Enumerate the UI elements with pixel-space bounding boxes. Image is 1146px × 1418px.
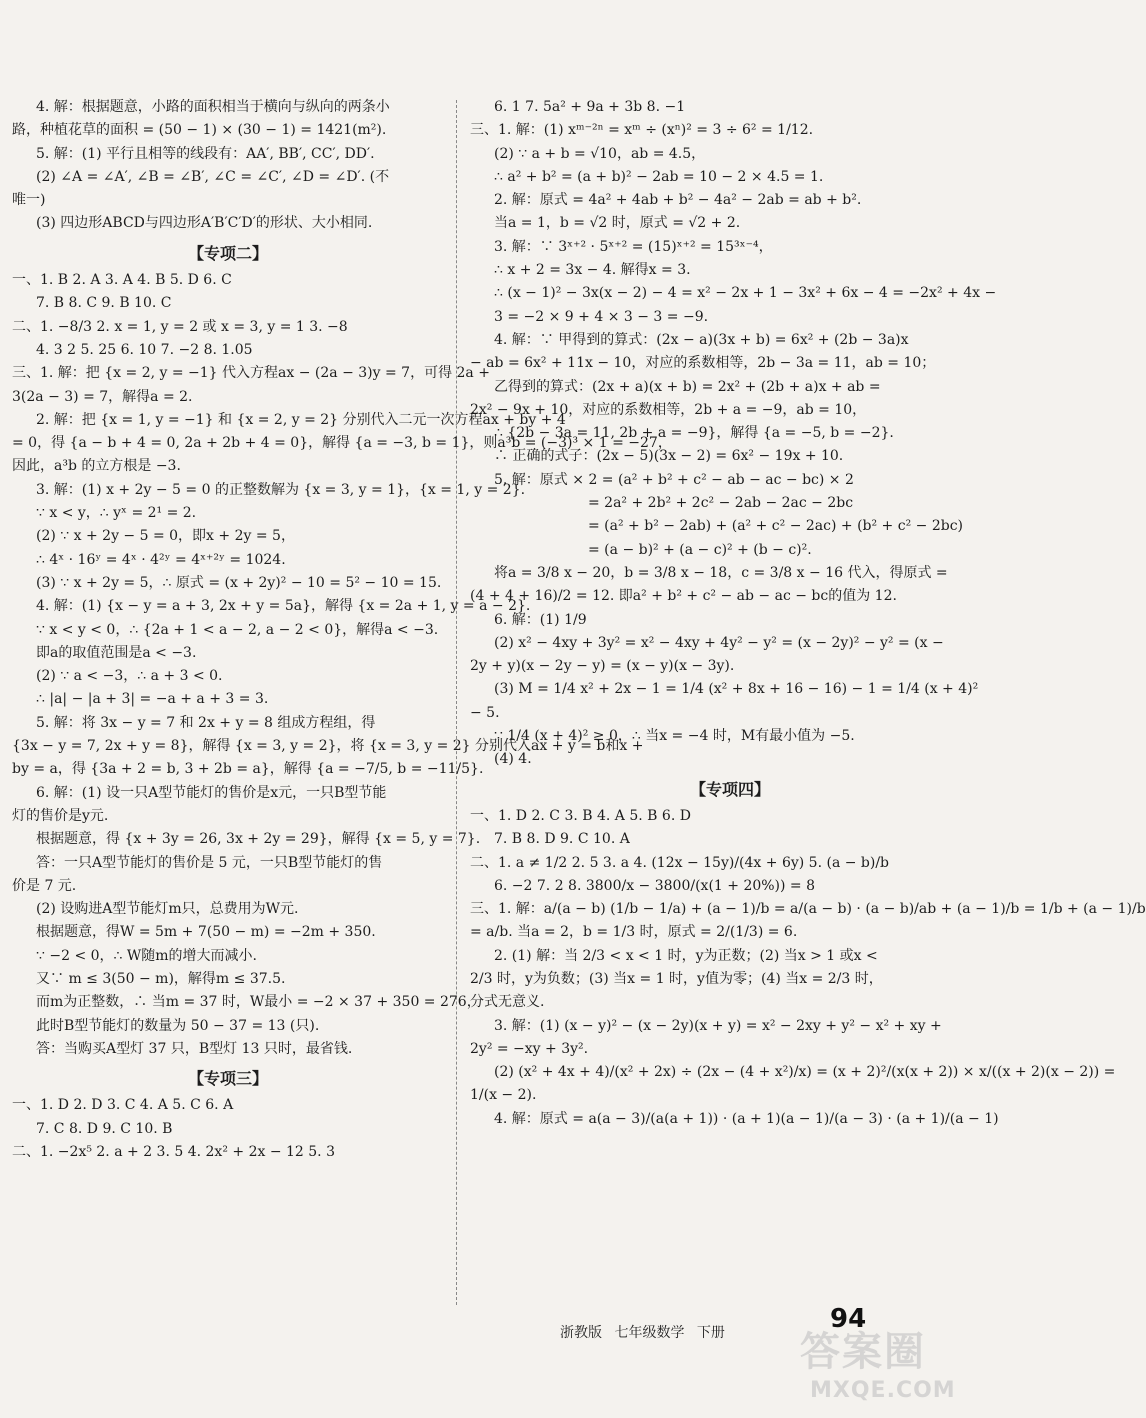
answer-line: (2) x² − 4xy + 3y² = x² − 4xy + 4y² − y² = (x − 2y)² − y² = (x − bbox=[494, 634, 944, 651]
page-number: 94 bbox=[830, 1304, 867, 1334]
answer-line: (2) ∠A = ∠A′, ∠B = ∠B′, ∠C = ∠C′, ∠D = ∠D′. (不 bbox=[36, 168, 390, 185]
answer-line: 7. B 8. C 9. B 10. C bbox=[36, 295, 172, 312]
answer-line: 6. 解：(1) 设一只A型节能灯的售价是x元，一只B型节能 bbox=[36, 784, 387, 801]
answer-line: 7. B 8. D 9. C 10. A bbox=[494, 831, 630, 848]
answer-line: = (a² + b² − 2ab) + (a² + c² − 2ac) + (b² + c² − 2bc) bbox=[588, 518, 963, 535]
answer-line: 4. 解：(1) {x − y = a + 3, 2x + y = 5a}，解得 {x = 2a + 1, y = a − 2}. bbox=[36, 598, 531, 615]
answer-line: (2) ∵ a + b = √10，ab = 4.5， bbox=[494, 145, 706, 162]
watermark-url: MXQE.COM bbox=[810, 1378, 956, 1403]
answer-line: 三、1. 解：把 {x = 2, y = −1} 代入方程ax − (2a − 3)y = 7，可得 2a + bbox=[12, 365, 490, 382]
answer-line: 答：一只A型节能灯的售价是 5 元，一只B型节能灯的售 bbox=[36, 854, 383, 871]
answer-line: 2. 解：把 {x = 1, y = −1} 和 {x = 2, y = 2} 分别代入二元一次方程ax + by + 4 bbox=[36, 411, 566, 428]
answer-line: = a/b. 当a = 2，b = 1/3 时，原式 = 2/(1/3) = 6. bbox=[470, 924, 798, 941]
answer-line: (4) 4. bbox=[494, 751, 532, 768]
answer-line: 一、1. B 2. A 3. A 4. B 5. D 6. C bbox=[12, 272, 232, 289]
answer-line: 2. (1) 解：当 2/3 < x < 1 时，y为正数；(2) 当x > 1 或x < bbox=[494, 947, 878, 964]
answer-line: 3. 解：∵ 3ˣ⁺² · 5ˣ⁺² = (15)ˣ⁺² = 15³ˣ⁻⁴， bbox=[494, 238, 773, 255]
answer-line: ∴ 正确的式子：(2x − 5)(3x − 2) = 6x² − 19x + 10. bbox=[494, 448, 844, 465]
answer-line: 2y + y)(x − 2y − y) = (x − y)(x − 3y). bbox=[470, 658, 735, 675]
answer-line: ∴ x + 2 = 3x − 4. 解得x = 3. bbox=[494, 262, 691, 279]
answer-line: ∴ a² + b² = (a + b)² − 2ab = 10 − 2 × 4.5 = 1. bbox=[494, 168, 824, 185]
answer-line: 4. 解：∵ 甲得到的算式：(2x − a)(3x + b) = 6x² + (2b − 3a)x bbox=[494, 331, 909, 348]
answer-line: ∵ 1/4 (x + 4)² ≥ 0，∴ 当x = −4 时，M有最小值为 −5. bbox=[494, 728, 855, 745]
answer-line: 2y² = −xy + 3y². bbox=[470, 1040, 589, 1057]
answer-line: 5. 解：(1) 平行且相等的线段有：AA′, BB′, CC′, DD′. bbox=[36, 145, 375, 162]
footer-volume: 下册 bbox=[696, 1325, 725, 1341]
answer-line: 一、1. D 2. D 3. C 4. A 5. C 6. A bbox=[12, 1097, 234, 1114]
answer-line: 根据题意，得 {x + 3y = 26, 3x + 2y = 29}，解得 {x = 5, y = 7}. bbox=[36, 831, 481, 848]
answer-line: by = a，得 {3a + 2 = b, 3 + 2b = a}，解得 {a = −7/5, b = −11/5}. bbox=[12, 761, 484, 778]
answer-line: 唯一) bbox=[12, 192, 46, 209]
answer-line: ∴ {2b − 3a = 11, 2b + a = −9}，解得 {a = −5, b = −2}. bbox=[494, 425, 894, 442]
answer-line: 3. 解：(1) (x − y)² − (x − 2y)(x + y) = x² − 2xy + y² − x² + xy + bbox=[494, 1017, 942, 1034]
answer-line: 分式无意义. bbox=[470, 994, 545, 1011]
answer-line: 乙得到的算式：(2x + a)(x + b) = 2x² + (2b + a)x + ab = bbox=[494, 378, 881, 395]
watermark-logo-text: 答案圈 bbox=[800, 1329, 926, 1375]
answer-line: 又∵ m ≤ 3(50 − m)，解得m ≤ 37.5. bbox=[36, 970, 286, 987]
answer-line: 路，种植花草的面积 = (50 − 1) × (30 − 1) = 1421(m²). bbox=[12, 122, 387, 139]
answer-line: 而m为正整数，∴ 当m = 37 时，W最小 = −2 × 37 + 350 = 276， bbox=[36, 994, 481, 1011]
answer-line: ∴ (x − 1)² − 3x(x − 2) − 4 = x² − 2x + 1 − 3x² + 6x − 4 = −2x² + 4x − bbox=[494, 285, 997, 302]
answer-line: (3) M = 1/4 x² + 2x − 1 = 1/4 (x² + 8x + 16 − 16) − 1 = 1/4 (x + 4)² bbox=[494, 681, 979, 698]
answer-line: 4. 解：根据题意，小路的面积相当于横向与纵向的两条小 bbox=[36, 99, 390, 115]
answer-line: (3) ∵ x + 2y = 5，∴ 原式 = (x + 2y)² − 10 = 5² − 10 = 15. bbox=[36, 574, 442, 591]
answer-line: 三、1. 解：a/(a − b) (1/b − 1/a) + (a − 1)/b = a/(a − b) · (a − b)/ab + (a − 1)/b = 1/b + (a − 1)/b bbox=[470, 901, 1146, 918]
answer-line: 将a = 3/8 x − 20，b = 3/8 x − 18，c = 3/8 x − 16 代入，得原式 = bbox=[494, 564, 948, 581]
answer-line: 3(2a − 3) = 7，解得a = 2. bbox=[12, 388, 193, 405]
answer-line: − ab = 6x² + 11x − 10，对应的系数相等，2b − 3a = 11，ab = 10； bbox=[470, 355, 936, 372]
answer-line: 3. 解：(1) x + 2y − 5 = 0 的正整数解为 {x = 3, y = 1}，{x = 1, y = 2}. bbox=[36, 481, 526, 498]
answer-line: = (a − b)² + (a − c)² + (b − c)². bbox=[588, 541, 812, 558]
answer-line: 因此，a³b 的立方根是 −3. bbox=[12, 458, 181, 475]
answer-line: 二、1. a ≠ 1/2 2. 5 3. a 4. (12x − 15y)/(4x + 6y) 5. (a − b)/b bbox=[470, 854, 890, 871]
answer-line: (4 + 4 + 16)/2 = 12. 即a² + b² + c² − ab − ac − bc的值为 12. bbox=[470, 588, 897, 605]
answer-line: 答：当购买A型灯 37 只，B型灯 13 只时，最省钱. bbox=[36, 1040, 353, 1057]
answer-line: (3) 四边形ABCD与四边形A′B′C′D′的形状、大小相同. bbox=[36, 215, 373, 232]
answer-line: 3 = −2 × 9 + 4 × 3 − 3 = −9. bbox=[494, 308, 709, 325]
answer-line: 7. C 8. D 9. C 10. B bbox=[36, 1120, 173, 1137]
answer-line: 即a的取值范围是a < −3. bbox=[36, 644, 197, 661]
answer-line: 2. 解：原式 = 4a² + 4ab + b² − 4a² − 2ab = ab + b². bbox=[494, 192, 862, 209]
footer-publisher: 浙教版 bbox=[560, 1325, 602, 1341]
answer-line: 6. −2 7. 2 8. 3800/x − 3800/(x(1 + 20%)) = 8 bbox=[494, 877, 816, 894]
answer-line: 1/(x − 2). bbox=[470, 1087, 537, 1104]
answer-line: 二、1. −8/3 2. x = 1, y = 2 或 x = 3, y = 1 3. −8 bbox=[12, 318, 348, 335]
section-heading: 【专项二】 bbox=[187, 243, 268, 263]
column-divider bbox=[456, 100, 457, 1305]
answer-line: 2/3 时，y为负数；(3) 当x = 1 时，y值为零；(4) 当x = 2/3 时， bbox=[470, 970, 883, 987]
answer-line: 价是 7 元. bbox=[12, 877, 77, 894]
answer-line: (2) (x² + 4x + 4)/(x² + 2x) ÷ (2x − (4 + x²)/x) = (x + 2)²/(x(x + 2)) × x/((x + 2)(x − 2)) = bbox=[494, 1064, 1116, 1081]
answer-line: 6. 1 7. 5a² + 9a + 3b 8. −1 bbox=[494, 99, 686, 115]
answer-line: 当a = 1，b = √2 时，原式 = √2 + 2. bbox=[494, 215, 741, 232]
answer-line: 一、1. D 2. C 3. B 4. A 5. B 6. D bbox=[470, 807, 691, 824]
answer-line: 2x² − 9x + 10，对应的系数相等，2b + a = −9，ab = 10， bbox=[470, 401, 867, 418]
answer-line: 5. 解：将 3x − y = 7 和 2x + y = 8 组成方程组，得 bbox=[36, 714, 376, 731]
section-heading: 【专项四】 bbox=[689, 779, 770, 799]
answer-line: = 2a² + 2b² + 2c² − 2ab − 2ac − 2bc bbox=[588, 495, 854, 512]
answer-line: 6. 解：(1) 1/9 bbox=[494, 611, 587, 628]
answer-line: ∴ 4ˣ · 16ʸ = 4ˣ · 4²ʸ = 4ˣ⁺²ʸ = 1024. bbox=[36, 551, 286, 568]
answer-line: (2) ∵ a < −3，∴ a + 3 < 0. bbox=[36, 668, 223, 685]
answer-line: 4. 解：原式 = a(a − 3)/(a(a + 1)) · (a + 1)(a − 1)/(a − 3) · (a + 1)/(a − 1) bbox=[494, 1110, 999, 1127]
right-column bbox=[470, 96, 1146, 1131]
answer-line: 4. 3 2 5. 25 6. 10 7. −2 8. 1.05 bbox=[36, 341, 253, 358]
answer-line: ∵ −2 < 0，∴ W随m的增大而减小. bbox=[36, 947, 258, 964]
answer-line: 三、1. 解：(1) xᵐ⁻²ⁿ = xᵐ ÷ (xⁿ)² = 3 ÷ 6² = 1/12. bbox=[470, 122, 814, 139]
answer-line: 5. 解：原式 × 2 = (a² + b² + c² − ab − ac − bc) × 2 bbox=[494, 471, 854, 488]
answer-line: {3x − y = 7, 2x + y = 8}，解得 {x = 3, y = 2}，将 {x = 3, y = 2} 分别代入ax + y = b和x + bbox=[12, 738, 644, 755]
answer-line: (2) 设购进A型节能灯m只，总费用为W元. bbox=[36, 901, 299, 918]
answer-line: ∴ |a| − |a + 3| = −a + a + 3 = 3. bbox=[36, 691, 269, 708]
answer-line: = 0，得 {a − b + 4 = 0, 2a + 2b + 4 = 0}，解得 {a = −3, b = 1}，则a³b = (−3)³ × 1 = −27， bbox=[12, 435, 672, 452]
answer-line: ∵ x < y < 0，∴ {2a + 1 < a − 2, a − 2 < 0}，解得a < −3. bbox=[36, 621, 439, 638]
answer-line: 根据题意，得W = 5m + 7(50 − m) = −2m + 350. bbox=[36, 924, 376, 941]
answer-line: 灯的售价是y元. bbox=[12, 807, 109, 824]
watermark-logo bbox=[800, 1320, 990, 1412]
answer-line: ∵ x < y，∴ yˣ = 2¹ = 2. bbox=[36, 505, 197, 522]
answer-line: 二、1. −2x⁵ 2. a + 2 3. 5 4. 2x² + 2x − 12 5. 3 bbox=[12, 1144, 335, 1161]
answer-line: − 5. bbox=[470, 704, 500, 721]
section-heading: 【专项三】 bbox=[187, 1069, 268, 1089]
footer-grade-subject: 七年级数学 bbox=[614, 1325, 685, 1341]
answer-line: (2) ∵ x + 2y − 5 = 0，即x + 2y = 5， bbox=[36, 528, 295, 545]
answer-line: 此时B型节能灯的数量为 50 − 37 = 13 (只). bbox=[36, 1017, 320, 1034]
